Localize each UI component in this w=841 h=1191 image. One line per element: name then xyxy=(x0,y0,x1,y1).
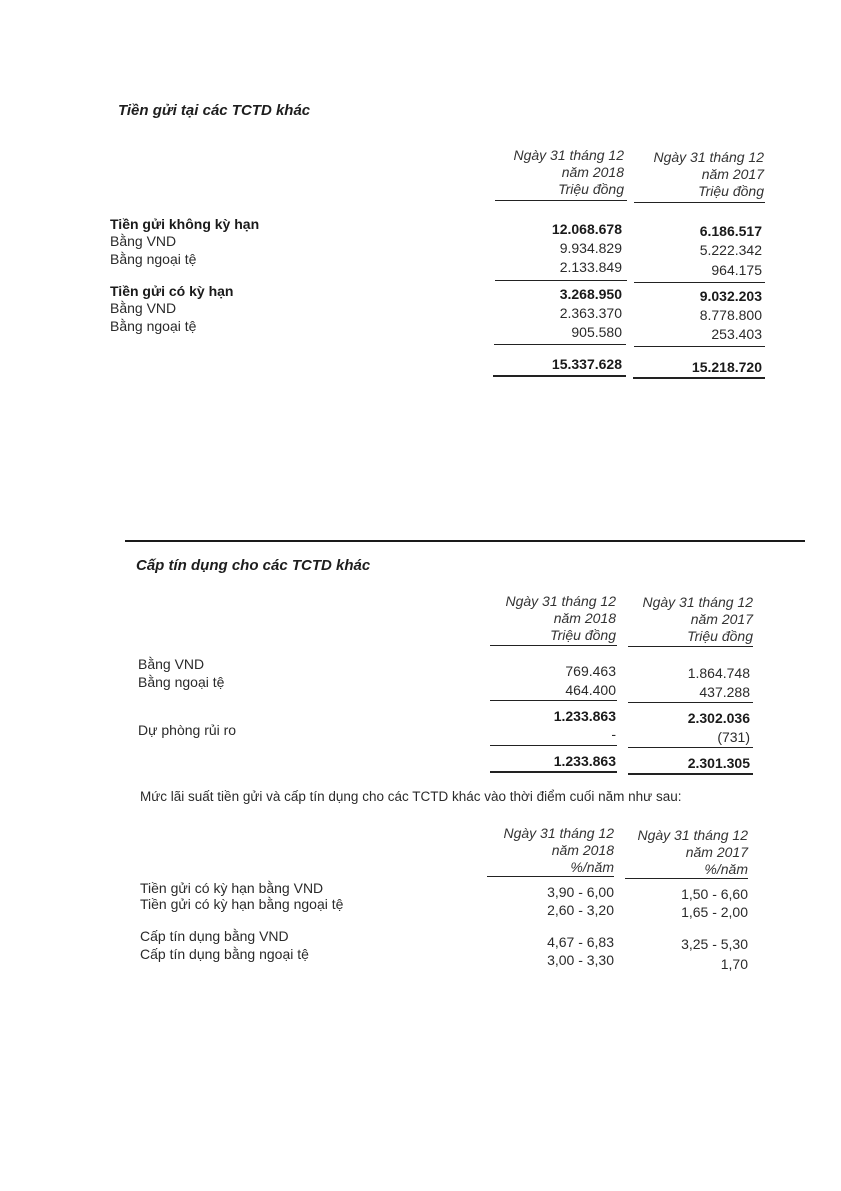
header-date: Ngày 31 tháng 12 xyxy=(637,827,748,843)
row-label: Bằng VND xyxy=(110,233,177,249)
section-divider xyxy=(125,540,805,542)
total-rule xyxy=(494,344,626,345)
row-label: Bằng VND xyxy=(110,300,177,316)
row-value-2017: 1,70 xyxy=(720,956,748,972)
row-value-2018: 4,67 - 6,83 xyxy=(547,934,614,950)
section1-title: Tiền gửi tại các TCTD khác xyxy=(118,102,311,119)
rates-intro: Mức lãi suất tiền gửi và cấp tín dụng cho các TCTD khác vào thời điểm cuối năm như sau: xyxy=(140,789,682,804)
row-value-2017: 437.288 xyxy=(699,684,750,700)
total-double-rule xyxy=(633,377,765,379)
section2-title: Cấp tín dụng cho các TCTD khác xyxy=(136,557,371,574)
header-date: Ngày 31 tháng 12 xyxy=(513,147,624,163)
total-double-rule xyxy=(490,771,617,773)
header-unit: Triệu đồng xyxy=(687,628,753,644)
row-value-2018: 2.363.370 xyxy=(559,305,622,321)
header-underline xyxy=(628,646,753,647)
total-rule xyxy=(628,747,753,748)
row-label: Bằng ngoại tệ xyxy=(110,251,197,267)
subtotal-rule xyxy=(634,282,765,283)
row-value-2018: 9.934.829 xyxy=(559,240,622,256)
header-underline xyxy=(495,200,627,201)
section3-col1-header xyxy=(478,825,614,876)
header-unit: %/năm xyxy=(704,861,748,877)
total-value-2017: 15.218.720 xyxy=(691,359,762,375)
total-rule xyxy=(490,745,617,746)
row-value-2017: 1.864.748 xyxy=(687,665,750,681)
header-underline xyxy=(487,876,614,877)
subtotal-rule xyxy=(628,702,753,703)
header-unit: Triệu đồng xyxy=(550,627,616,643)
header-unit: %/năm xyxy=(570,859,614,875)
row-value-2017: 3,25 - 5,30 xyxy=(681,936,748,952)
section3-col2-header xyxy=(612,827,748,878)
header-year: năm 2018 xyxy=(561,164,624,180)
row-value-2017: 964.175 xyxy=(711,262,762,278)
total-value-2018: 1.233.863 xyxy=(553,753,616,769)
row-value-2018: 2.133.849 xyxy=(559,259,622,275)
row-label: Tiền gửi có kỳ hạn bằng ngoại tệ xyxy=(140,896,344,912)
subtotal-rule xyxy=(495,280,627,281)
row-label: Bằng ngoại tệ xyxy=(110,318,197,334)
row-value-2018: 2,60 - 3,20 xyxy=(547,902,614,918)
header-date: Ngày 31 tháng 12 xyxy=(503,825,614,841)
row-value-2018: 12.068.678 xyxy=(551,221,622,237)
row-value-2017: 9.032.203 xyxy=(699,288,762,304)
header-year: năm 2017 xyxy=(685,844,748,860)
header-unit: Triệu đồng xyxy=(558,181,624,197)
row-value-2017: 6.186.517 xyxy=(699,223,762,239)
header-date: Ngày 31 tháng 12 xyxy=(505,593,616,609)
header-underline xyxy=(634,202,765,203)
row-value-2018: - xyxy=(611,726,616,742)
subtotal-rule xyxy=(490,700,617,701)
row-value-2018: 3,00 - 3,30 xyxy=(547,952,614,968)
section2-col2-header xyxy=(617,594,753,645)
row-label: Tiền gửi có kỳ hạn bằng VND xyxy=(140,880,324,896)
row-value-2017: 1,50 - 6,60 xyxy=(681,886,748,902)
row-value-2017: 1,65 - 2,00 xyxy=(681,904,748,920)
section2-col1-header xyxy=(480,593,616,644)
row-label: Cấp tín dụng bằng VND xyxy=(140,928,289,944)
header-year: năm 2017 xyxy=(701,166,764,182)
row-value-2017: (731) xyxy=(717,729,750,745)
row-value-2018: 3,90 - 6,00 xyxy=(547,884,614,900)
row-label: Tiền gửi không kỳ hạn xyxy=(110,216,260,232)
header-unit: Triệu đồng xyxy=(698,183,764,199)
section1-col1-header xyxy=(488,147,624,198)
header-underline xyxy=(490,645,617,646)
header-year: năm 2017 xyxy=(690,611,753,627)
header-year: năm 2018 xyxy=(551,842,614,858)
row-label: Dự phòng rủi ro xyxy=(138,722,237,738)
subtotal-value-2018: 1.233.863 xyxy=(553,708,616,724)
header-date: Ngày 31 tháng 12 xyxy=(642,594,753,610)
header-date: Ngày 31 tháng 12 xyxy=(653,149,764,165)
total-value-2017: 2.301.305 xyxy=(687,755,750,771)
section1-col2-header xyxy=(628,149,764,200)
row-value-2018: 769.463 xyxy=(565,663,616,679)
header-underline xyxy=(625,878,748,879)
row-value-2017: 8.778.800 xyxy=(699,307,762,323)
row-value-2018: 905.580 xyxy=(571,324,622,340)
total-value-2018: 15.337.628 xyxy=(551,356,622,372)
row-value-2018: 3.268.950 xyxy=(559,286,622,302)
header-year: năm 2018 xyxy=(553,610,616,626)
row-label: Tiền gửi có kỳ hạn xyxy=(110,283,234,299)
row-label: Cấp tín dụng bằng ngoại tệ xyxy=(140,946,309,962)
total-double-rule xyxy=(628,773,753,775)
row-value-2017: 5.222.342 xyxy=(699,242,762,258)
total-double-rule xyxy=(493,375,626,377)
total-rule xyxy=(634,346,765,347)
row-label: Bằng VND xyxy=(138,656,205,672)
subtotal-value-2017: 2.302.036 xyxy=(687,710,750,726)
row-value-2017: 253.403 xyxy=(711,326,762,342)
row-value-2018: 464.400 xyxy=(565,682,616,698)
row-label: Bằng ngoại tệ xyxy=(138,674,225,690)
